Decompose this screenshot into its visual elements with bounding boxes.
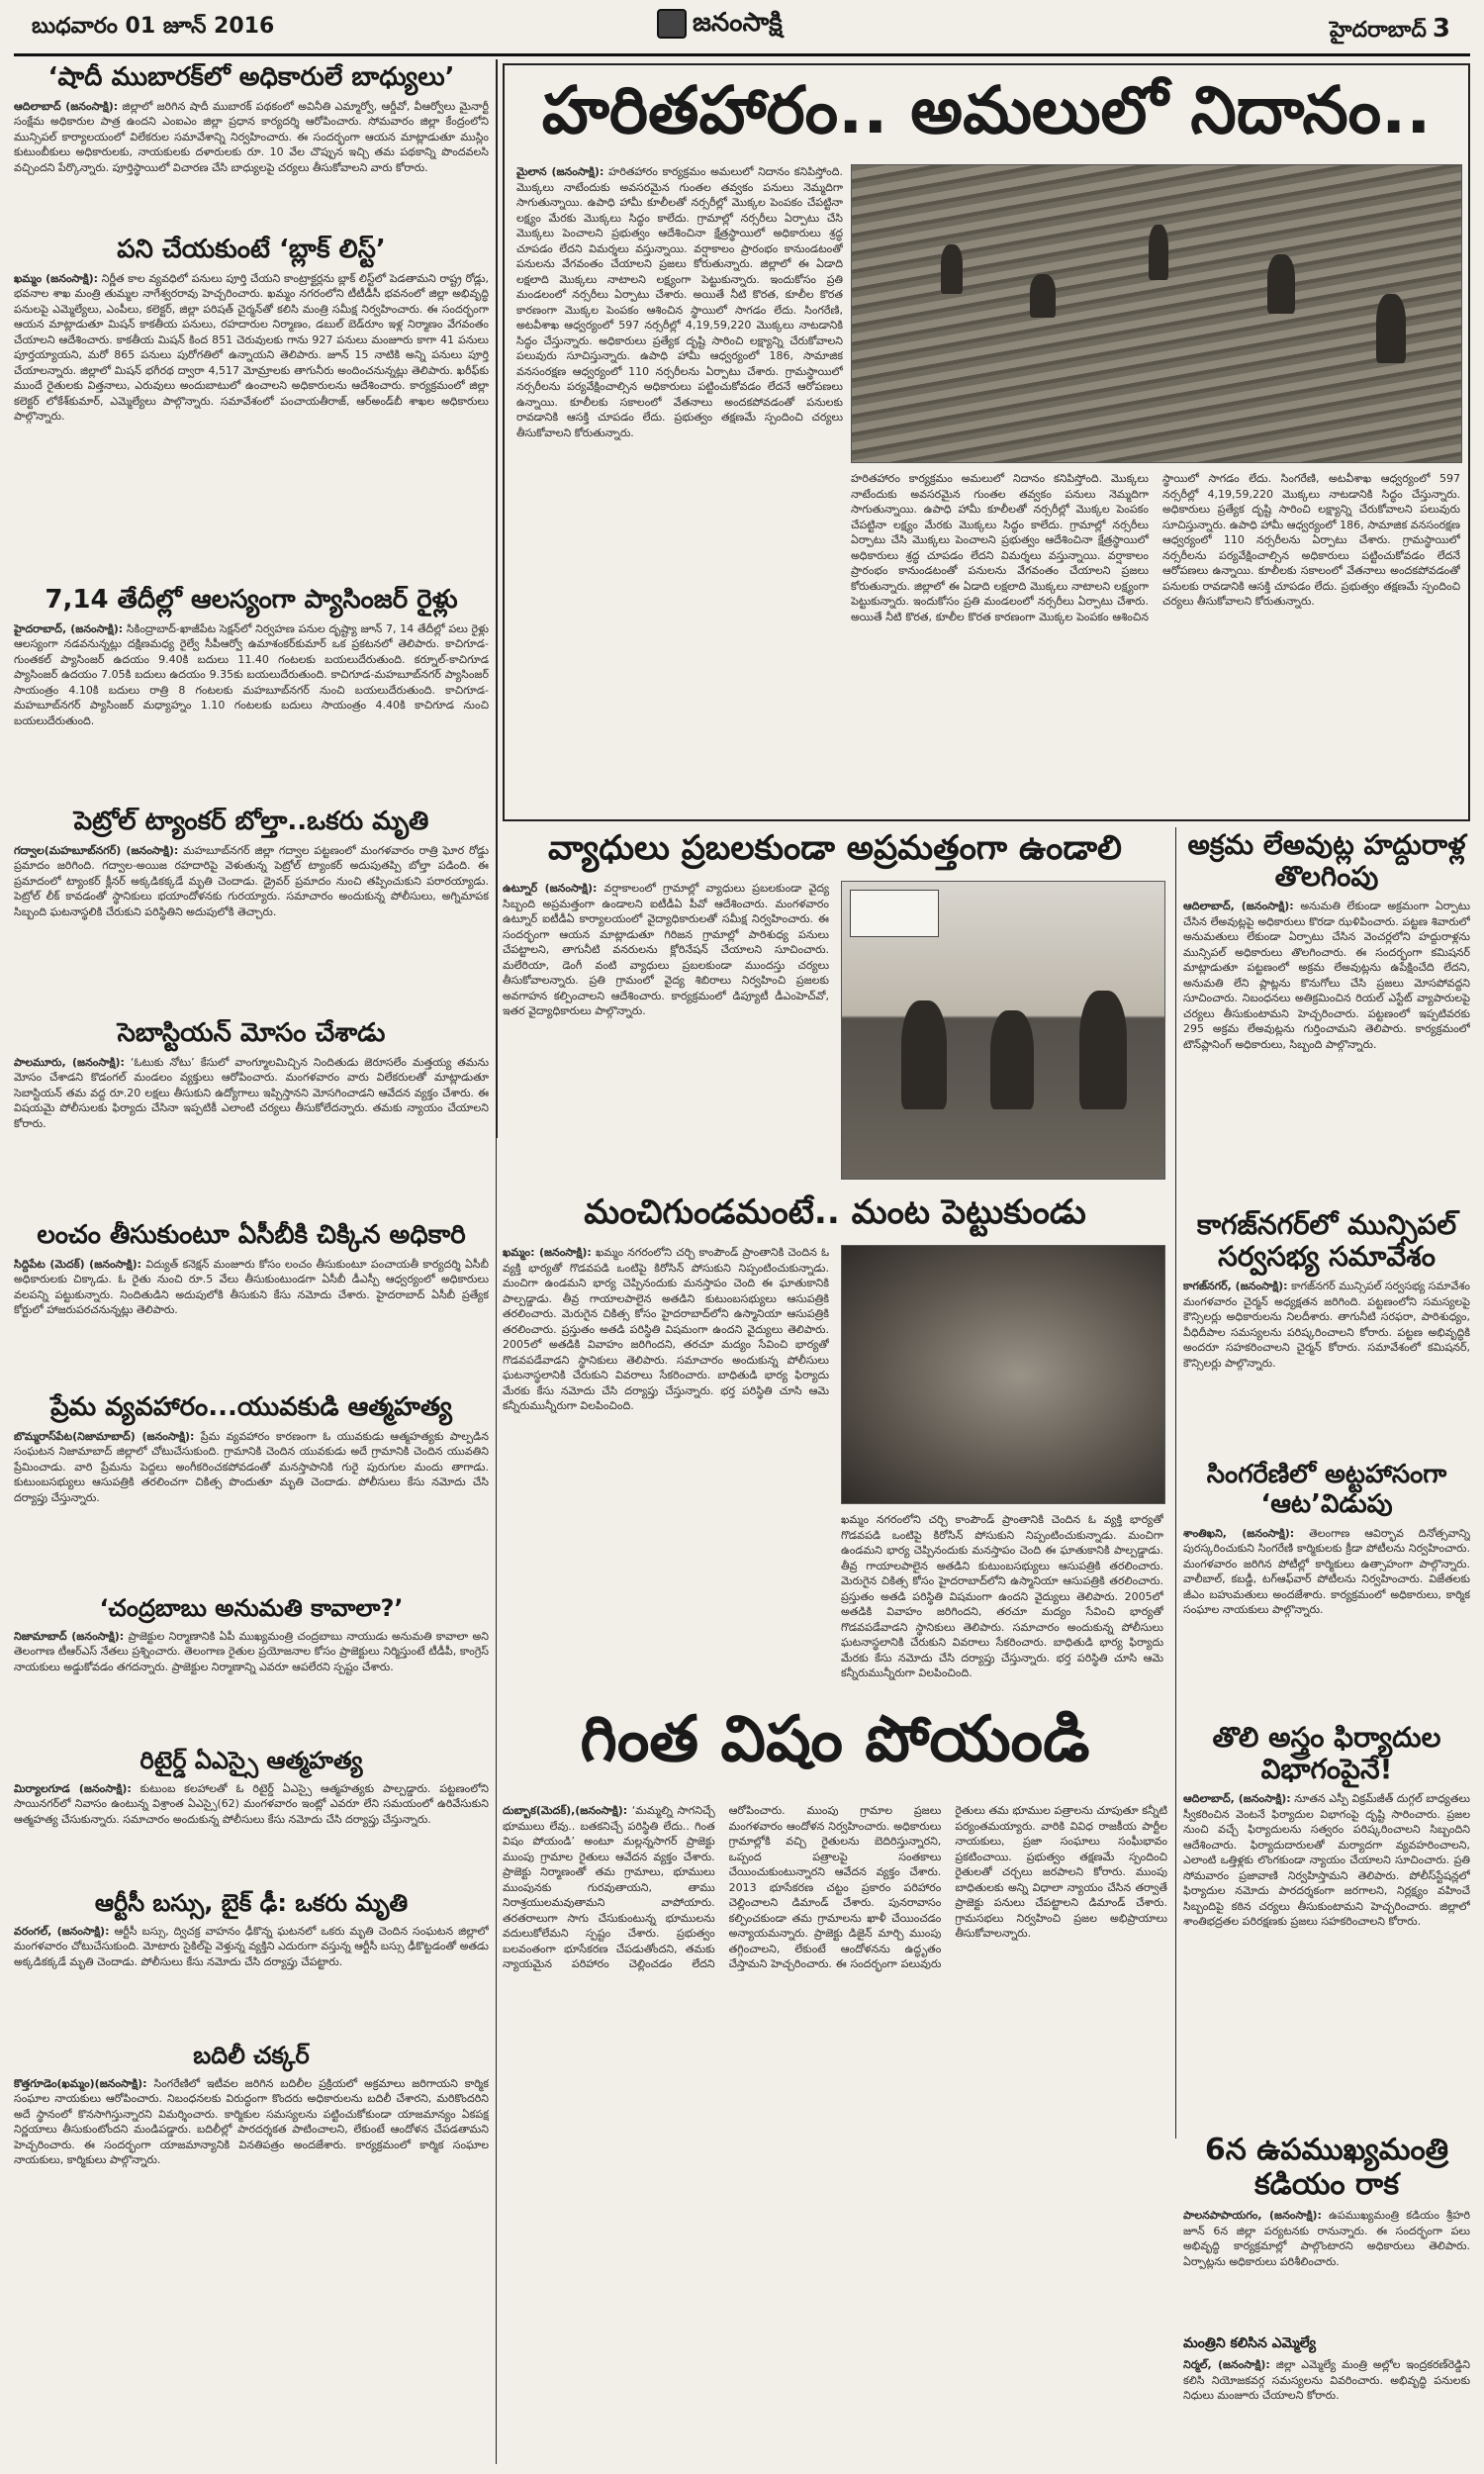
- article-retired[interactable]: [14, 1748, 489, 1886]
- article-encroachment[interactable]: [1183, 829, 1470, 1205]
- edition-city: [1330, 14, 1450, 48]
- article-text-continued: హరితహారం కార్యక్రమం అమలులో నిదానం కనిపిస్తోంది. మొక్కలు నాటేందుకు అవసరమైన గుంతల తవ్వకం పనులు నెమ్మదిగా సాగుతున్నాయి. ఉపాధి హామీ కూలీలతో నర్సరీల్లో మొక్కల పెంపకం చేపట్టినా లక్ష్యం మేరకు మొక్కలు సిద్ధం కాలేదు. గ్రామాల్లో నర్సరీలు ఏర్పాటు చేసి మొక్కలు పెంచాలని ప్రభుత్వం ఆదేశించినా క్షేత్రస్థాయిలో అధికారులు శ్రద్ధ చూపడం లేదని విమర్శలు వస్తున్నాయి. వర్షాకాలం ప్రారంభం కానుండటంతో పనులను వేగవంతం చేయాలని ప్రజలు కోరుతున్నారు. జిల్లాలో ఈ ఏడాది లక్షలాది మొక్కలు నాటాలని లక్ష్యంగా పెట్టుకున్నారు. ఇందుకోసం ప్రతి మండలంలో నర్సరీలు ఏర్పాటు చేశారు. అయితే నీటి కొరత, కూలీల కొరత కారణంగా మొక్కల పెంపకం ఆశించిన స్థాయిలో సాగడం లేదు. సింగరేణి, అటవీశాఖ ఆధ్వర్యంలో 597 నర్సరీల్లో 4,19,59,220 మొక్కలు నాటడానికి సిద్ధం చేస్తున్నారు. అధికారులు ప్రత్యేక దృష్టి సారించి లక్ష్యాన్ని చేరుకోవాలని పలువురు సూచిస్తున్నారు. ఉపాధి హామీ ఆధ్వర్యంలో 186, సామాజిక వనసంరక్షణ ఆధ్వర్యంలో 110 నర్సరీలను ఏర్పాటు చేశారు. గ్రామస్థాయిలో నర్సరీలను పర్యవేక్షించాల్సిన అధికారులు పట్టించుకోవడం లేదనే ఆరోపణలు ఉన్నాయి. కూలీలకు సకాలంలో వేతనాలు అందకపోవడంతో పనులకు రావడానికి ఆసక్తి చూపడం లేదు. ప్రభుత్వం తక్షణమే స్పందించి చర్యలు తీసుకోవాలని కోరుతున్నారు.: [851, 472, 1460, 623]
- headline: పని చేయకుంటే ‘బ్లాక్‌ లిస్ట్‌’: [117, 236, 386, 264]
- article-text: ఆర్టీసీ బస్సు, ద్విచక్ర వాహనం ఢీకొన్న ఘటనలో ఒకరు మృతి చెందిన సంఘటన జిల్లాలో మంగళవారం చోటుచేసుకుంది. మోటారు సైకిల్‌పై వెళ్తున్న వ్యక్తిని ఎదురుగా వస్తున్న ఆర్టీసీ బస్సు ఢీకొట్టడంతో అతడు అక్కడికక్కడే మృతి చెందాడు. పోలీసులు కేసు నమోదు చేసి దర్యాప్తు చేపట్టారు.: [14, 1924, 489, 1968]
- article-text: సింగరేణిలో ఇటీవల జరిగిన బదిలీల ప్రక్రియలో అక్రమాలు జరిగాయని కార్మిక సంఘాల నాయకులు ఆరోపించారు. నిబంధనలకు విరుద్ధంగా కొందరు అధికారులను బదిలీ చేశారని, మరికొందరిని అదే స్థానంలో కొనసాగిస్తున్నారని విమర్శించారు. కార్మికుల సమస్యలను పట్టించుకోకుండా యాజమాన్యం ఏకపక్ష నిర్ణయాలు తీసుకుంటోందని మండిపడ్డారు. బదిలీల్లో పారదర్శకత పాటించాలని, లేకుంటే ఆందోళన చేపడతామని హెచ్చరించారు. ఈ సందర్భంగా యాజమాన్యానికి వినతిపత్రం అందజేశారు. కార్యక్రమంలో కార్మిక సంఘాల నాయకులు, కార్మికులు పాల్గొన్నారు.: [14, 2076, 489, 2167]
- headline: లంచం తీసుకుంటూ ఏసీబీకి చిక్కిన అధికారి: [37, 1221, 466, 1250]
- worker-figure: [1030, 274, 1056, 318]
- article-chandrababu[interactable]: [14, 1595, 489, 1744]
- headline: తొలి అస్త్రం ఫిర్యాదుల విభాగంపైనే!: [1212, 1722, 1441, 1786]
- article-love[interactable]: [14, 1393, 489, 1591]
- burn-victim-photo: [841, 1245, 1165, 1504]
- page-number: 3: [1432, 14, 1450, 44]
- article-diseases[interactable]: [503, 829, 1167, 1186]
- headline: ప్రేమ వ్యవహారం...యువకుడి ఆత్మహత్య: [50, 1393, 452, 1422]
- dateline: గద్వాల(మహబూబ్‌నగర్‌) (జనంసాక్షి):: [14, 843, 179, 857]
- dateline: పాలమూరు, (జనంసాక్షి):: [14, 1055, 125, 1069]
- worker-figure: [1376, 294, 1406, 363]
- headline: కాగజ్‌నగర్‌లో మున్సిపల్‌ సర్వసభ్య సమావేశం: [1196, 1209, 1457, 1274]
- article-kagaznagar[interactable]: [1183, 1209, 1470, 1457]
- article-text: ‘మమ్మల్ని సాగనిచ్చే భూములు లేవు.. బతకనిచ్చే పరిస్థితి లేదు.. గింత విషం పోయండి’ అంటూ మల్లన్నసాగర్‌ ప్రాజెక్టు ముంపు గ్రామాల రైతులు ఆవేదన వ్యక్తం చేశారు. ప్రాజెక్టు నిర్మాణంతో తమ గ్రామాలు, భూములు ముంపునకు గురవుతాయని, తాము నిరాశ్రయులమవుతామని వాపోయారు. తరతరాలుగా సాగు చేసుకుంటున్న భూములను వదులుకోలేమని స్పష్టం చేశారు. ప్రభుత్వం బలవంతంగా భూసేకరణ చేపడుతోందని, తమకు న్యాయమైన పరిహారం చెల్లించడం లేదని ఆరోపించారు. ముంపు గ్రామాల ప్రజలు మంగళవారం ఆందోళన నిర్వహించారు. అధికారులు గ్రామాల్లోకి వచ్చి రైతులను బెదిరిస్తున్నారని, ఒప్పంద పత్రాలపై సంతకాలు చేయించుకుంటున్నారని ఆవేదన వ్యక్తం చేశారు. 2013 భూసేకరణ చట్టం ప్రకారం పరిహారం చెల్లించాలని డిమాండ్‌ చేశారు. పునరావాసం కల్పించకుండా తమ గ్రామాలను ఖాళీ చేయించడం అన్యాయమన్నారు. ప్రాజెక్టు డిజైన్‌ మార్చి ముంపు తగ్గించాలని, లేకుంటే ఆందోళనను ఉద్ధృతం చేస్తామని హెచ్చరించారు. ఈ సందర్భంగా పలువురు రైతులు తమ భూముల పత్రాలను చూపుతూ కన్నీటి పర్యంతమయ్యారు. వారికి వివిధ రాజకీయ పార్టీల నాయకులు, ప్రజా సంఘాలు సంఘీభావం ప్రకటించాయి. ప్రభుత్వం తక్షణమే స్పందించి రైతులతో చర్చలు జరపాలని కోరారు. ముంపు బాధితులకు అన్ని విధాలా న్యాయం చేసిన తర్వాతే ప్రాజెక్టు పనులు చేపట్టాలని డిమాండ్‌ చేశారు. గ్రామసభలు నిర్వహించి ప్రజల అభిప్రాయాలు తీసుకోవాలన్నారు.: [503, 1804, 1167, 1970]
- article-text: నిర్ణీత కాల వ్యవధిలో పనులు పూర్తి చేయని కాంట్రాక్టర్లను బ్లాక్‌ లిస్ట్‌లో పెడతామని రాష్ట్ర రోడ్లు, భవనాల శాఖ మంత్రి తుమ్మల నాగేశ్వరరావు హెచ్చరించారు. ఖమ్మం నగరంలోని టీటీడీసీ భవనంలో జిల్లా అభివృద్ధి పనులపై ఎమ్మెల్యేలు, ఎంపీలు, కలెక్టర్‌, జిల్లా పరిషత్‌ చైర్మన్‌తో కలిసి మంత్రి సమీక్ష నిర్వహించారు. ఈ సందర్భంగా ఆయన మాట్లాడుతూ మిషన్‌ కాకతీయ పనులు, రహదారుల నిర్మాణం, డబుల్‌ బెడ్‌రూం ఇళ్ల నిర్మాణం వేగవంతం చేయాలని ఆదేశించారు. కాకతీయ మిషన్‌ కింద 851 చెరువులకు గాను 927 పనులు మంజూరు కాగా 41 పనులు పూర్తయ్యాయని, మరో 865 పనులు పురోగతిలో ఉన్నాయని తెలిపారు. జూన్‌ 15 నాటికి అన్ని పనులు పూర్తి చేయాలన్నారు. జిల్లాలో మిషన్‌ భగీరథ ద్వారా 4,517 మోమ్రాలకు తాగునీరు అందించనున్నట్లు తెలిపారు. ఖరీఫ్‌కు ముందే రైతులకు విత్తనాలు, ఎరువులు అందుబాటులో ఉంచాలని అధికారులను ఆదేశించారు. కార్యక్రమంలో జిల్లా కలెక్టర్‌ లోకేశ్‌కుమార్‌, ఎమ్మెల్యేలు పాల్గొన్నారు. సమావేశంలో పంచాయతీరాజ్‌, ఆర్‌అండ్‌బీ శాఖల అధికారులు పాల్గొన్నారు.: [14, 271, 489, 424]
- dateline: ఆదిలాబాద్‌, (జనంసాక్షి):: [1183, 1792, 1291, 1806]
- column-rule: [496, 59, 498, 1138]
- article-sebastian[interactable]: [14, 1019, 489, 1217]
- headline: ‘చంద్రబాబు అనుమతి కావాలా?’: [99, 1595, 404, 1622]
- article-self-immolation[interactable]: [503, 1193, 1167, 1688]
- dateline: బొమ్మరాస్‌పేట(నిజామాబాద్‌) (జనంసాక్షి):: [14, 1429, 195, 1443]
- article-text: విద్యుత్‌ కనెక్షన్‌ మంజూరు కోసం లంచం తీసుకుంటూ పంచాయతీ కార్యదర్శి ఏసీబీ అధికారులకు చిక్కాడు. ఓ రైతు నుంచి రూ.5 వేలు తీసుకుంటుండగా ఏసీబీ డీఎస్పీ ఆధ్వర్యంలో అధికారులు వలపన్ని పట్టుకున్నారు. నిందితుడిని అదుపులోకి తీసుకుని కేసు నమోదు చేశారు. హైదరాబాద్‌ ఏసీబీ ప్రత్యేక కోర్టులో హాజరుపరచనున్నట్లు తెలిపారు.: [14, 1257, 489, 1317]
- dateline: మైలాన (జనంసాక్షి):: [516, 165, 604, 178]
- headline: 6న ఉపముఖ్యమంత్రి కడియం రాక: [1204, 2134, 1449, 2202]
- dateline: మిర్యాలగూడ (జనంసాక్షి):: [14, 1781, 132, 1795]
- article-singareni[interactable]: [1183, 1461, 1470, 1718]
- dateline: ఆదిలాబాద్‌, (జనంసాక్షి):: [1183, 900, 1294, 913]
- dateline: పాలనపాపాయగం, (జనంసాక్షి):: [1183, 2209, 1322, 2222]
- worker-figure: [1267, 254, 1295, 314]
- column-rule: [496, 1138, 497, 2464]
- logo-text: జనంసాక్షి: [693, 8, 783, 38]
- article-text: ఉపముఖ్యమంత్రి కడియం శ్రీహరి జూన్‌ 6న జిల్లా పర్యటనకు రానున్నారు. ఈ సందర్భంగా పలు అభివృద్ధి కార్యక్రమాల్లో పాల్గొంటారని అధికారులు తెలిపారు. ఏర్పాట్లను అధికారులు పరిశీలించారు.: [1183, 2209, 1470, 2268]
- dateline: ఖమ్మం: (జనంసాక్షి):: [503, 1246, 592, 1259]
- dateline: దుబ్బాక(మెదక్‌),(జనంసాక్షి):: [503, 1804, 628, 1817]
- article-text: ‘ఓటుకు నోటు’ కేసులో వాంగ్మూలమిచ్చిన నిందితుడు జెరూసలేం మత్తయ్య తమను మోసం చేశాడని కొడంగల్‌ మండలం వ్యక్తులు ఆరోపించారు. మంగళవారం వారు విలేకరులతో మాట్లాడుతూ సెబాస్టియన్‌ తమ వద్ద రూ.20 లక్షలు తీసుకుని ఉద్యోగాలు ఇప్పిస్తానని మోసగించాడని ఆవేదన వ్యక్తం చేశారు. ఈ విషయమై పోలీసులకు ఫిర్యాదు చేసినా ఇప్పటికీ ఎలాంటి చర్యలు తీసుకోలేదన్నారు. తమకు న్యాయం చేయాలని కోరారు.: [14, 1055, 489, 1130]
- headline: హరితహారం.. అమలులో నిదానం..: [541, 72, 1432, 148]
- headline: అక్రమ లేఅవుట్ల హద్దురాళ్ల తొలగింపు: [1187, 829, 1466, 894]
- dateline: నిజామాబాద్‌ (జనంసాక్షి):: [14, 1629, 125, 1643]
- headline: మంచిగుండమంటే.. మంట పెట్టుకుండు: [584, 1193, 1086, 1232]
- headline: పెట్రోల్‌ ట్యాంకర్‌ బోల్తా..ఒకరు మృతి: [73, 808, 429, 836]
- worker-figure: [1149, 225, 1168, 280]
- article-text-continued: ఖమ్మం నగరంలోని చర్చి కాంపౌండ్‌ ప్రాంతానికి చెందిన ఓ వ్యక్తి భార్యతో గొడవపడి ఒంటిపై కిరోసిన్‌ పోసుకుని నిప్పంటించుకున్నాడు. మంచిగా ఉండమని భార్య చెప్పినందుకు మనస్తాపం చెంది ఈ ఘాతుకానికి పాల్పడ్డాడు. తీవ్ర గాయాలపాలైన అతడిని కుటుంబసభ్యులు ఆసుపత్రికి తరలించారు. మెరుగైన చికిత్స కోసం హైదరాబాద్‌లోని ఉస్మానియా ఆసుపత్రికి తరలించారు. ప్రస్తుతం అతడి పరిస్థితి విషమంగా ఉందని వైద్యులు తెలిపారు. 2005లో అతడికి వివాహం జరిగిందని, తరచూ మద్యం సేవించి భార్యతో గొడవపడేవాడని స్థానికులు తెలిపారు. సమాచారం అందుకున్న పోలీసులు ఘటనాస్థలానికి చేరుకుని వివరాలు సేకరించారు. బాధితుడి భార్య ఫిర్యాదు మేరకు కేసు నమోదు చేసి దర్యాప్తు చేస్తున్నారు. భర్త పరిస్థితి చూసి ఆమె కన్నీరుమున్నీరుగా విలపించింది.: [841, 1513, 1163, 1679]
- dateline: ఆదిలాబాద్‌ (జనంసాక్షి):: [14, 99, 119, 113]
- dateline: వరంగల్‌, (జనంసాక్షి):: [14, 1924, 110, 1938]
- dateline: శాంతిఖని, (జనంసాక్షి):: [1183, 1526, 1295, 1540]
- article-trains[interactable]: [14, 586, 489, 804]
- article-text: తెలంగాణ ఆవిర్భావ దినోత్సవాన్ని పురస్కరించుకుని సింగరేణి కార్మికులకు క్రీడా పోటీలను నిర్వహించారు. మంగళవారం జరిగిన పోటీల్లో కార్మికులు ఉత్సాహంగా పాల్గొన్నారు. వాలీబాల్‌, కబడ్డీ, టగ్‌ఆఫ్‌వార్‌ పోటీలను నిర్వహించారు. విజేతలకు జీఎం బహుమతులు అందజేశారు. కార్యక్రమంలో అధికారులు, కార్మిక సంఘాల నాయకులు పాల్గొన్నారు.: [1183, 1526, 1470, 1617]
- official-figure: [901, 1000, 947, 1109]
- dateline: సిద్దిపేట (మెదక్‌) (జనంసాక్షి):: [14, 1257, 142, 1271]
- article-text: జిల్లా ఎమ్మెల్యే మంత్రి అల్లోల ఇంద్రకరణ్‌రెడ్డిని కలిసి నియోజకవర్గ సమస్యలను వివరించారు. అభివృద్ధి పనులకు నిధులు మంజూరు చేయాలని కోరారు.: [1183, 2358, 1470, 2403]
- article-poison[interactable]: [503, 1694, 1167, 2466]
- dateline: నిర్మల్‌, (జనంసాక్షి):: [1183, 2358, 1270, 2372]
- logo-icon: [657, 9, 687, 39]
- article-deputy-cm[interactable]: [1183, 2134, 1470, 2331]
- article-text: మహబూబ్‌నగర్‌ జిల్లా గద్వాల పట్టణంలో మంగళవారం రాత్రి ఘోర రోడ్డు ప్రమాదం జరిగింది. గద్వాల-అయిజ రహదారిపై వెళుతున్న పెట్రోల్‌ ట్యాంకర్‌ అదుపుతప్పి బోల్తా పడింది. ఈ ప్రమాదంలో ట్యాంకర్‌ క్లీనర్‌ అక్కడికక్కడే మృతి చెందాడు. డ్రైవర్‌ ప్రమాదం నుంచి తప్పించుకుని పరారయ్యాడు. పెట్రోల్‌ లీక్‌ కావడంతో స్థానికులు భయాందోళనకు గురయ్యారు. సమాచారం అందుకున్న పోలీసులు, అగ్నిమాపక సిబ్బంది ఘటనాస్థలికి చేరుకుని పరిస్థితిని అదుపులోకి తెచ్చారు.: [14, 843, 489, 918]
- dateline: ఖమ్మం (జనంసాక్షి):: [14, 271, 99, 285]
- dateline: ఉట్నూర్‌ (జనంసాక్షి):: [503, 882, 598, 895]
- headline: ఆర్టీసీ బస్సు, బైక్‌ ఢీ: ఒకరు మృతి: [94, 1890, 409, 1917]
- article-bus[interactable]: [14, 1890, 489, 2039]
- article-text: హరితహారం కార్యక్రమం అమలులో నిదానం కనిపిస్తోంది. మొక్కలు నాటేందుకు అవసరమైన గుంతల తవ్వకం పనులు నెమ్మదిగా సాగుతున్నాయి. ఉపాధి హామీ కూలీలతో నర్సరీల్లో మొక్కల పెంపకం చేపట్టినా లక్ష్యం మేరకు మొక్కలు సిద్ధం కాలేదు. గ్రామాల్లో నర్సరీలు ఏర్పాటు చేసి మొక్కలు పెంచాలని ప్రభుత్వం ఆదేశించినా క్షేత్రస్థాయిలో అధికారులు శ్రద్ధ చూపడం లేదని విమర్శలు వస్తున్నాయి. వర్షాకాలం ప్రారంభం కానుండటంతో పనులను వేగవంతం చేయాలని ప్రజలు కోరుతున్నారు. జిల్లాలో ఈ ఏడాది లక్షలాది మొక్కలు నాటాలని లక్ష్యంగా పెట్టుకున్నారు. ఇందుకోసం ప్రతి మండలంలో నర్సరీలు ఏర్పాటు చేశారు. అయితే నీటి కొరత, కూలీల కొరత కారణంగా మొక్కల పెంపకం ఆశించిన స్థాయిలో సాగడం లేదు. సింగరేణి, అటవీశాఖ ఆధ్వర్యంలో 597 నర్సరీల్లో 4,19,59,220 మొక్కలు నాటడానికి సిద్ధం చేస్తున్నారు. అధికారులు ప్రత్యేక దృష్టి సారించి లక్ష్యాన్ని చేరుకోవాలని పలువురు సూచిస్తున్నారు. ఉపాధి హామీ ఆధ్వర్యంలో 186, సామాజిక వనసంరక్షణ ఆధ్వర్యంలో 110 నర్సరీలను ఏర్పాటు చేశారు. గ్రామస్థాయిలో నర్సరీలను పర్యవేక్షించాల్సిన అధికారులు పట్టించుకోవడం లేదనే ఆరోపణలు ఉన్నాయి. కూలీలకు సకాలంలో వేతనాలు అందకపోవడంతో పనులకు రావడానికి ఆసక్తి చూపడం లేదు. ప్రభుత్వం తక్షణమే స్పందించి చర్యలు తీసుకోవాలని కోరుతున్నారు.: [516, 165, 843, 439]
- column-rule: [1175, 827, 1176, 2139]
- article-haritha-haram[interactable]: [503, 63, 1470, 821]
- headline: సింగరేణిలో అట్టహాసంగా ‘ఆట’విడుపు: [1206, 1461, 1447, 1519]
- signboard: [850, 890, 939, 937]
- article-text: ఖమ్మం నగరంలోని చర్చి కాంపౌండ్‌ ప్రాంతానికి చెందిన ఓ వ్యక్తి భార్యతో గొడవపడి ఒంటిపై కిరోసిన్‌ పోసుకుని నిప్పంటించుకున్నాడు. మంచిగా ఉండమని భార్య చెప్పినందుకు మనస్తాపం చెంది ఈ ఘాతుకానికి పాల్పడ్డాడు. తీవ్ర గాయాలపాలైన అతడిని కుటుంబసభ్యులు ఆసుపత్రికి తరలించారు. మెరుగైన చికిత్స కోసం హైదరాబాద్‌లోని ఉస్మానియా ఆసుపత్రికి తరలించారు. ప్రస్తుతం అతడి పరిస్థితి విషమంగా ఉందని వైద్యులు తెలిపారు. 2005లో అతడికి వివాహం జరిగిందని, తరచూ మద్యం సేవించి భార్యతో గొడవపడేవాడని స్థానికులు తెలిపారు. సమాచారం అందుకున్న పోలీసులు ఘటనాస్థలానికి చేరుకుని వివరాలు సేకరించారు. బాధితుడి భార్య ఫిర్యాదు మేరకు కేసు నమోదు చేసి దర్యాప్తు చేస్తున్నారు. భర్త పరిస్థితి చూసి ఆమె కన్నీరుమున్నీరుగా విలపించింది.: [503, 1246, 829, 1412]
- headline: గింత విషం పోయండి: [580, 1703, 1090, 1776]
- article-text: సికింద్రాబాద్‌-ఖాజీపేట సెక్షన్‌లో నిర్వహణ పనుల దృష్ట్యా జూన్‌ 7, 14 తేదీల్లో పలు రైళ్లు ఆలస్యంగా నడవనున్నట్లు దక్షిణమధ్య రైల్వే సీపీఆర్వో ఉమాశంకర్‌కుమార్‌ ఒక ప్రకటనలో తెలిపారు. కాచిగూడ-గుంతకల్‌ ప్యాసింజర్‌ ఉదయం 9.40కి బదులు 11.40 గంటలకు బయలుదేరుతుంది. కర్నూల్‌-కాచిగూడ ప్యాసింజర్‌ ఉదయం 7.05కి బదులు ఉదయం 9.35కు బయలుదేరుతుంది. కాచిగూడ-మహబూబ్‌నగర్‌ ప్యాసింజర్‌ సాయంత్రం 4.10కి బదులు రాత్రి 8 గంటలకు మహబూబ్‌నగర్‌ నుంచి బయలుదేరుతుంది. కాచిగూడ-మహబూబ్‌నగర్‌ ప్యాసింజర్‌ మధ్యాహ్నం 1.10 గంటలకు బదులు సాయంత్రం 4.40కి కాచిగూడ నుంచి బయలుదేరుతుంది.: [14, 621, 489, 727]
- nursery-workers-photo: [851, 164, 1462, 463]
- article-text: ప్రేమ వ్యవహారం కారణంగా ఓ యువకుడు ఆత్మహత్యకు పాల్పడిన సంఘటన నిజామాబాద్‌ జిల్లాలో చోటుచేసుకుంది. గ్రామానికి చెందిన యువకుడు అదే గ్రామానికి చెందిన యువతిని ప్రేమించాడు. వారి ప్రేమను పెద్దలు అంగీకరించకపోవడంతో మనస్తాపానికి గురై పురుగుల మందు తాగాడు. కుటుంబసభ్యులు ఆసుపత్రికి తరలించగా చికిత్స పొందుతూ మృతి చెందాడు. పోలీసులు కేసు నమోదు చేసి దర్యాప్తు చేస్తున్నారు.: [14, 1429, 489, 1504]
- article-complaints[interactable]: [1183, 1722, 1470, 2128]
- issue-date: బుధవారం 01 జూన్ 2016: [32, 14, 275, 39]
- article-text: వర్షాకాలంలో గ్రామాల్లో వ్యాధులు ప్రబలకుండా వైద్య సిబ్బంది అప్రమత్తంగా ఉండాలని ఐటీడీఏ పీవో ఆదేశించారు. మంగళవారం ఉట్నూర్‌ ఐటీడీఏ కార్యాలయంలో వైద్యాధికారులతో సమీక్ష నిర్వహించారు. ఈ సందర్భంగా ఆయన మాట్లాడుతూ గిరిజన గ్రామాల్లో పారిశుధ్య పనులు చేపట్టాలని, తాగునీటి వనరులను క్లోరినేషన్‌ చేయాలని సూచించారు. మలేరియా, డెంగీ వంటి వ్యాధులు ప్రబలకుండా ముందస్తు చర్యలు తీసుకోవాలన్నారు. ప్రతి గ్రామంలో వైద్య శిబిరాలు నిర్వహించి ప్రజలకు అవగాహన కల్పించాలని ఆదేశించారు. కార్యక్రమంలో డిప్యూటీ డీఎంహెచ్‌వో, ఇతర వైద్యాధికారులు పాల్గొన్నారు.: [503, 882, 829, 1017]
- health-meeting-photo: [841, 881, 1165, 1180]
- dateline: కొత్తగూడెం(ఖమ్మం)(జనంసాక్షి):: [14, 2076, 147, 2090]
- headline: ‘షాదీ ముబారక్‌లో అధికారులే బాధ్యులు’: [47, 63, 455, 92]
- article-shaadi[interactable]: [14, 63, 489, 232]
- article-text: ప్రాజెక్టుల నిర్మాణానికి ఏపీ ముఖ్యమంత్రి చంద్రబాబు నాయుడు అనుమతి కావాలా అని తెలంగాణ టీఆర్‌ఎస్‌ నేతలు ప్రశ్నించారు. తెలంగాణ రైతుల ప్రయోజనాల కోసం ప్రాజెక్టులు నిర్మిస్తుంటే టీడీపీ, కాంగ్రెస్‌ నాయకులు అడ్డుకోవడం తగదన్నారు. ప్రాజెక్టుల నిర్మాణాన్ని ఎవరూ ఆపలేరని స్పష్టం చేశారు.: [14, 1629, 489, 1673]
- headline: బదిలీ చక్కర్‌: [193, 2043, 310, 2069]
- masthead: [14, 0, 1470, 56]
- worker-figure: [941, 244, 963, 294]
- article-bribe[interactable]: [14, 1221, 489, 1389]
- article-transfer[interactable]: [14, 2043, 489, 2458]
- official-figure: [990, 1010, 1034, 1109]
- headline: రిటైర్డ్‌ ఏఎస్సై ఆత్మహత్య: [139, 1748, 363, 1774]
- dateline: కాగజ్‌నగర్‌, (జనంసాక్షి):: [1183, 1280, 1288, 1293]
- article-text: కాగజ్‌నగర్‌ మున్సిపల్‌ సర్వసభ్య సమావేశం మంగళవారం చైర్మన్‌ అధ్యక్షతన జరిగింది. పట్టణంలోని సమస్యలపై కౌన్సిలర్లు అధికారులను నిలదీశారు. తాగునీటి సరఫరా, పారిశుధ్యం, వీధిదీపాల సమస్యలను పరిష్కరించాలని కోరారు. పట్టణ అభివృద్ధికి అందరూ సహకరించాలని చైర్మన్‌ కోరారు. సమావేశంలో కమిషనర్‌, కౌన్సిలర్లు పాల్గొన్నారు.: [1183, 1280, 1470, 1370]
- article-blacklist[interactable]: [14, 236, 489, 582]
- headline: సెబాస్టియన్‌ మోసం చేశాడు: [117, 1019, 386, 1048]
- article-text: జిల్లాలో జరిగిన షాదీ ముబారక్‌ పథకంలో అవినీతి ఎమ్మార్వో, ఆర్డీవో, వీఆర్వోలు మైనార్టీ సంక్షేమ అధికారుల పాత్ర ఉందని ఎంఐఎం జిల్లా ప్రధాన కార్యదర్శి ఆరోపించారు. సోమవారం జిల్లా కేంద్రంలోని మున్సిపల్‌ కార్యాలయంలో విలేకరుల సమావేశాన్ని నిర్వహించారు. ఈ సందర్భంగా ఆయన మాట్లాడుతూ ముస్లిం కుటుంబీకులు అధికారులకు, నాయకులకు దళారులకు రూ. 10 వేల చొప్పున ఇచ్చి తమ పథకాన్ని పొందవలసి వచ్చిందని పేర్కొన్నారు. పూర్తిస్థాయిలో విచారణ చేసి బాధ్యులపై చర్యలు తీసుకోవాలని వారు కోరారు.: [14, 99, 489, 174]
- article-text: అనుమతి లేకుండా అక్రమంగా ఏర్పాటు చేసిన లేఅవుట్లపై అధికారులు కొరడా ఝళిపించారు. పట్టణ శివారులో అనుమతులు లేకుండా ఏర్పాటు చేసిన వెంచర్లలోని హద్దురాళ్లను మున్సిపల్‌ అధికారులు తొలగించారు. ఈ సందర్భంగా కమిషనర్‌ మాట్లాడుతూ పట్టణంలో అక్రమ లేఅవుట్లను ఉపేక్షించేది లేదని, అనుమతి లేని ప్లాట్లను కొనుగోలు చేసి ప్రజలు మోసపోవద్దని సూచించారు. నిబంధనలు అతిక్రమించిన రియల్‌ ఎస్టేట్‌ వ్యాపారులపై చర్యలు తీసుకుంటామని హెచ్చరించారు. పట్టణంలో ఇప్పటివరకు 295 అక్రమ లేఅవుట్లను గుర్తించామని తెలిపారు. కార్యక్రమంలో టౌన్‌ప్లానింగ్‌ అధికారులు, సిబ్బంది పాల్గొన్నారు.: [1183, 900, 1470, 1051]
- official-figure: [1079, 991, 1127, 1109]
- article-text: కుటుంబ కలహాలతో ఓ రిటైర్డ్‌ ఏఎస్సై ఆత్మహత్యకు పాల్పడ్డారు. పట్టణంలోని సాయినగర్‌లో నివాసం ఉంటున్న విశ్రాంత ఏఎస్సై(62) మంగళవారం ఇంట్లో ఎవరూ లేని సమయంలో ఉరివేసుకుని ఆత్మహత్య చేసుకున్నారు. సమాచారం అందుకున్న పోలీసులు కేసు నమోదు చేసి దర్యాప్తు చేస్తున్నారు.: [14, 1781, 489, 1826]
- article-minister[interactable]: [1183, 2335, 1470, 2460]
- newspaper-logo: [657, 8, 783, 44]
- dateline: హైదరాబాద్‌, (జనంసాక్షి):: [14, 621, 124, 635]
- article-petrol[interactable]: [14, 808, 489, 1015]
- headline: 7,14 తేదీల్లో ఆలస్యంగా ప్యాసింజర్‌ రైళ్లు: [45, 586, 458, 615]
- city-name: హైదరాబాద్: [1329, 18, 1427, 43]
- article-text: నూతన ఎస్పీ విక్రమ్‌జీత్‌ దుగ్గల్‌ బాధ్యతలు స్వీకరించిన వెంటనే ఫిర్యాదుల విభాగంపై దృష్టి సారించారు. ప్రజల నుంచి వచ్చే ఫిర్యాదులను సత్వరం పరిష్కరించాలని సిబ్బందిని ఆదేశించారు. ఫిర్యాదుదారులతో మర్యాదగా వ్యవహరించాలని, ఎలాంటి ఒత్తిళ్లకు లొంగకుండా న్యాయం చేయాలని సూచించారు. ప్రతి సోమవారం ప్రజావాణి నిర్వహిస్తామని తెలిపారు. పోలీస్‌స్టేషన్లలో ఫిర్యాదుల నమోదు పారదర్శకంగా జరగాలని, నిర్లక్ష్యం వహించే సిబ్బందిపై కఠిన చర్యలు తీసుకుంటామని హెచ్చరించారు. జిల్లాలో శాంతిభద్రతల పరిరక్షణకు ప్రజలు సహకరించాలని కోరారు.: [1183, 1792, 1470, 1929]
- headline: వ్యాధులు ప్రబలకుండా అప్రమత్తంగా ఉండాలి: [548, 829, 1122, 868]
- headline: మంత్రిని కలిసిన ఎమ్మెల్యే: [1183, 2335, 1317, 2351]
